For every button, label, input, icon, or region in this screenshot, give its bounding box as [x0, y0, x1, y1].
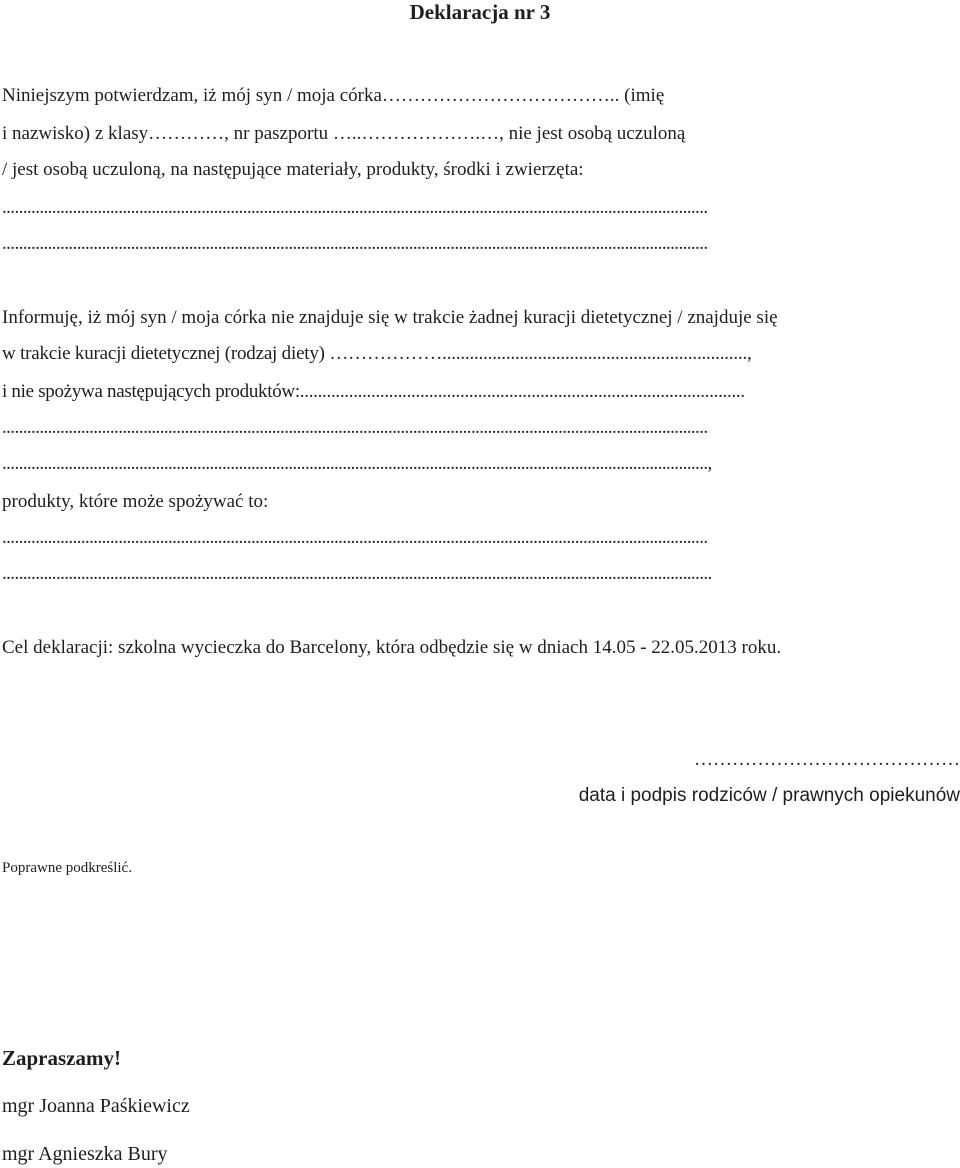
- text-line: w trakcie kuracji dietetycznej (rodzaj diety) ………………...................................................................,: [2, 343, 752, 364]
- text-line: i nie spożywa następujących produktów:....................................................................................................: [2, 381, 745, 402]
- invite-text: Zapraszamy!: [2, 1046, 121, 1070]
- fill-line: ..........................................................................................................................................................................: [2, 417, 708, 438]
- text-line: Informuję, iż mój syn / moja córka nie znajduje się w trakcie żadnej kuracji dietetycznej / znajduje się: [2, 307, 778, 328]
- text-line: / jest osobą uczuloną, na następujące materiały, produkty, środki i zwierzęta:: [2, 159, 584, 180]
- teacher-name: mgr Joanna Paśkiewicz: [2, 1095, 190, 1117]
- fill-line: ..........................................................................................................................................................................: [2, 197, 708, 218]
- purpose-line: Cel deklaracji: szkolna wycieczka do Barcelony, która odbędzie się w dniach 14.05 - 22.05.2013 roku.: [2, 637, 782, 658]
- text-line: i nazwisko) z klasy…………, nr paszportu …..……………….…, nie jest osobą uczuloną: [2, 123, 686, 144]
- teacher-name: mgr Agnieszka Bury: [2, 1143, 168, 1165]
- footnote: Poprawne podkreślić.: [2, 860, 132, 876]
- document-title: Deklaracja nr 3: [409, 0, 551, 24]
- text-line: Niniejszym potwierdzam, iż mój syn / moja córka……………………………….. (imię: [2, 85, 665, 106]
- signature-label: data i podpis rodziców / prawnych opiekunów: [578, 785, 960, 806]
- signature-dots: ……………………………………: [694, 749, 960, 770]
- fill-line: ...........................................................................................................................................................................: [2, 563, 712, 584]
- fill-line: ..........................................................................................................................................................................: [2, 233, 708, 254]
- fill-line: ..........................................................................................................................................................................: [2, 527, 708, 548]
- text-line: produkty, które może spożywać to:: [2, 491, 269, 512]
- fill-line: ..........................................................................................................................................................................,: [2, 453, 712, 474]
